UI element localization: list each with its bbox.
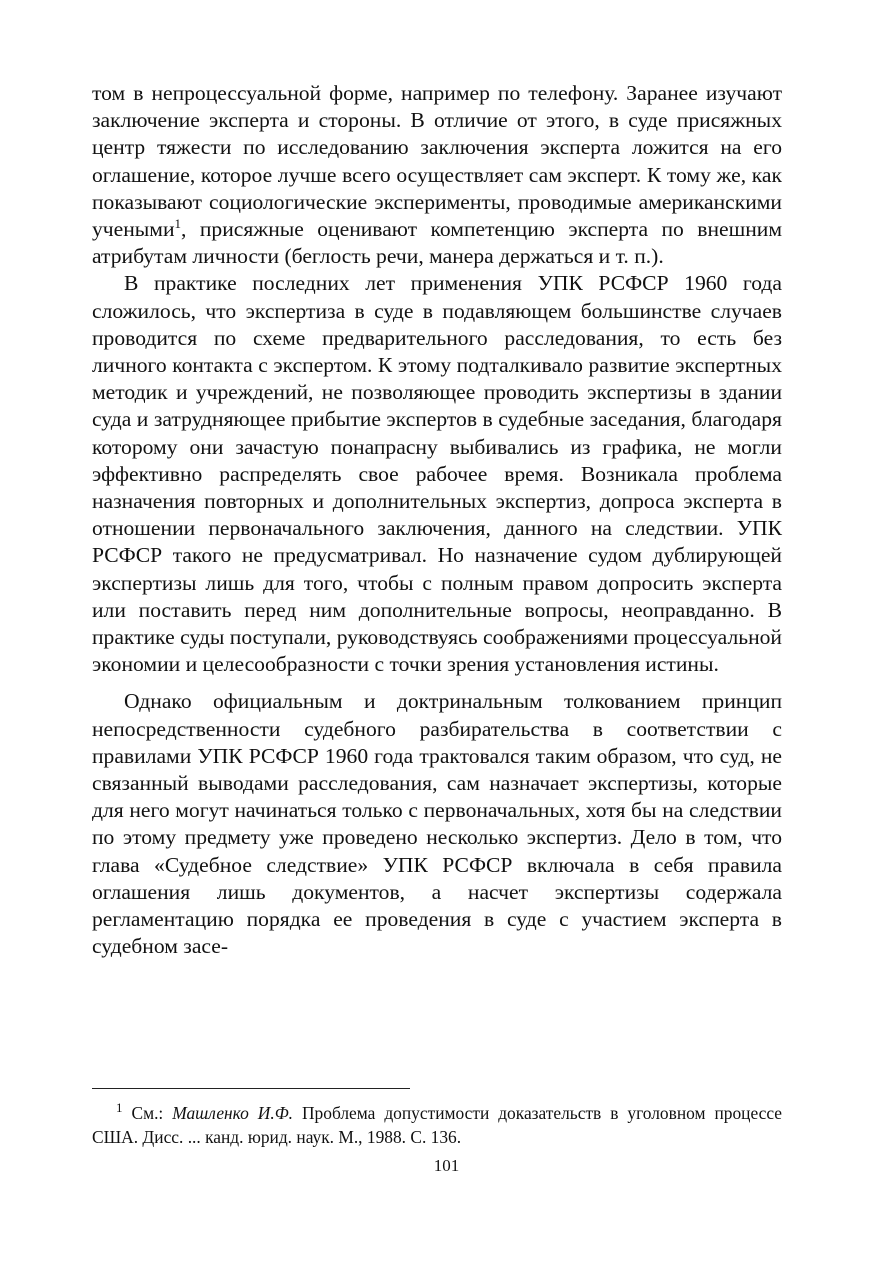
footnote-reference[interactable]: 1: [174, 215, 182, 231]
footnote-author: Машленко И.Ф.: [172, 1103, 294, 1123]
page-body: [92, 80, 782, 961]
paragraph-3: Однако официальным и доктринальным толкованием принцип непосредственности судебного разбирательства в соответствии с правилами УПК РСФСР 1960 года трактовался таким образом, что суд, не связанный выводами расследования, сам назначает экспертизы, которые для него могут начинаться только с первоначальных, хотя бы на следствии по этому предмету уже проведено несколько экспертиз. Дело в том, что глава «Судебное следствие» УПК РСФСР включала в себя правила оглашения лишь документов, а насчет экспертизы содержала регламентацию порядка ее проведения в суде с участием эксперта в судебном засе-: [92, 689, 782, 959]
page-number: 101: [433, 1156, 460, 1175]
paragraph-1-text-b: , присяжные оценивают компетенцию эксперта по внешним атрибутам личности (беглость речи, манера держаться и т. п.).: [92, 217, 782, 269]
footnote: [92, 1101, 782, 1149]
footnote-separator: [92, 1088, 410, 1089]
paragraph-1: [92, 80, 782, 270]
footnote-text: Проблема допустимости доказательств в уголовном процессе США. Дисс. ... канд. юрид. наук. М., 1988. С. 136.: [92, 1103, 782, 1147]
footnote-see: См.:: [131, 1103, 164, 1123]
footnote-marker: 1: [116, 1100, 123, 1116]
paragraph-2: В практике последних лет применения УПК РСФСР 1960 года сложилось, что экспертиза в суде в подавляющем большинстве случаев проводится по схеме предварительного расследования, то есть без личного контакта с экспертом. К этому подталкивало развитие экспертных методик и учреждений, не позволяющее проводить экспертизы в здании суда и затрудняющее прибытие экспертов в судебные заседания, благодаря которому они зачастую понапрасну выбивались из графика, не могли эффективно распределять свое рабочее время. Возникала проблема назначения повторных и дополнительных экспертиз, допроса эксперта в отношении первоначального заключения, данного на следствии. УПК РСФСР такого не предусматривал. Но назначение судом дублирующей экспертизы лишь для того, чтобы с полным правом допросить эксперта или поставить перед ним дополнительные вопросы, неоправданно. В практике суды поступали, руководствуясь соображениями процессуальной экономии и целесообразности с точки зрения установления истины.: [92, 271, 782, 677]
paragraph-1-text-a: том в непроцессуальной форме, например по телефону. Заранее изучают заключение эксперта и стороны. В отличие от этого, в суде присяжных центр тяжести по исследованию заключения эксперта ложится на его оглашение, которое лучше всего осуществляет сам эксперт. К тому же, как показывают социологические эксперименты, проводимые американскими учеными: [92, 81, 782, 242]
